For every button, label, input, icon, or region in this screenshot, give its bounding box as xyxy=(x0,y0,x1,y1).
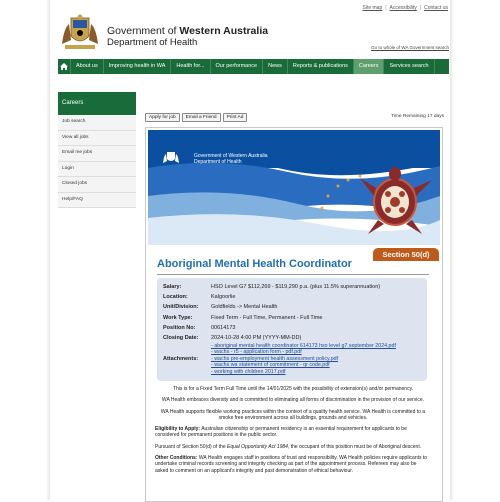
print-ad-button[interactable]: Print Ad xyxy=(223,113,248,122)
wa-gov-search-link[interactable]: Go to whole of WA Government search xyxy=(371,45,449,50)
nav-reports[interactable]: Reports & publications xyxy=(288,59,354,74)
top-links: Site map | Accessibility | Contact us xyxy=(362,5,448,11)
job-card xyxy=(145,127,443,502)
nav-improving-health[interactable]: Improving health in WA xyxy=(104,59,172,74)
sidebar-title: Careers xyxy=(58,92,136,115)
accessibility-link[interactable]: Accessibility xyxy=(389,5,417,11)
attachment-link[interactable]: - wachs pre-employment health assessment policy.pdf xyxy=(211,355,339,362)
apply-button[interactable]: Apply for job xyxy=(145,113,180,122)
attachment-link[interactable]: - wachs wa statement of commitment - qr code.pdf xyxy=(211,362,330,369)
section-badge: Section 50(d) xyxy=(373,248,439,261)
banner-artwork xyxy=(148,156,440,245)
sidebar-item-login[interactable]: Login xyxy=(58,162,136,178)
desc-section-50d: Pursuant of Section 50(d) of the Equal Opportunity Act 1984, the occupant of this position must be of Aboriginal descent. xyxy=(155,443,422,450)
sidebar-menu xyxy=(58,115,136,208)
sidebar-item-view-all-jobs[interactable]: View all jobs xyxy=(58,131,136,147)
nav-careers[interactable]: Careers xyxy=(354,59,385,74)
attachment-link[interactable]: - wachs - r5 - application form - pdf.pdf xyxy=(211,349,302,356)
nav-about-us[interactable]: About us xyxy=(71,59,104,74)
attachment-link[interactable]: - working with children 2017.pdf xyxy=(211,368,286,375)
nav-health-for[interactable]: Health for... xyxy=(171,59,210,74)
contact-us-link[interactable]: Contact us xyxy=(424,5,448,11)
job-description xyxy=(155,386,431,479)
nav-our-performance[interactable]: Our performance xyxy=(211,59,264,74)
time-remaining: Time Remaining 17 days xyxy=(391,114,444,119)
sidebar-item-closed-jobs[interactable]: Closed jobs xyxy=(58,177,136,193)
gov-title: Government of Western Australia xyxy=(107,25,269,37)
page-shadow-right xyxy=(450,0,454,500)
site-map-link[interactable]: Site map xyxy=(362,5,383,11)
sidebar-item-help-faq[interactable]: Help/FAQ xyxy=(58,193,136,209)
sidebar-item-job-search[interactable]: Job search xyxy=(58,115,136,131)
attachment-link[interactable]: - aboriginal mental health coordinator 614173 hso level g7 september 2024.pdf xyxy=(211,343,396,349)
job-title: Aboriginal Mental Health Coordinator xyxy=(157,258,352,270)
nav-home[interactable] xyxy=(58,59,71,74)
title-divider xyxy=(157,274,429,275)
desc-term: This is for a Fixed Term Full Time until the 14/01/2025 with the possibility of extension(s) and/or permanency. xyxy=(172,386,414,392)
job-banner xyxy=(148,130,440,245)
job-actions xyxy=(145,113,247,122)
sidebar-item-email-me-jobs[interactable]: Email me jobs xyxy=(58,146,136,162)
email-friend-button[interactable]: Email a Friend xyxy=(182,113,221,122)
desc-diversity: WA Health embraces diversity and is committed to eliminating all forms of discrimination in the provision of our service. xyxy=(161,397,425,404)
desc-eligibility: Eligibility to Apply: Australian citizenship or permanent residency is an essential requirement for applicants to be considered for permanent positions in the public sector. xyxy=(155,426,407,439)
home-icon xyxy=(60,63,68,70)
nav-services-search[interactable]: Services search xyxy=(384,59,434,74)
banner-dept-title: Department of Health xyxy=(194,159,242,165)
job-details-box: Salary: HSO Level G7 $112,269 - $119,290 p.a. (plus 11.5% superannuation) Location: Kalgoorlie Unit/Division: Goldfields -> Mental Health Work Type: Fixed Term - Full Time, Permanent - Full Time Position No: 00614173 Closing Date: 2024-10-28 4:00 PM (YYYY-MM-DD) Attachments: - aboriginal mental health coordinator 614173 hso level g7 september 2024.pdf - wachs - r5 - application form - pdf.pdf - wachs pre-employment health assessment policy.pdf - wachs wa statement of commitment - qr code.pdf - working with children 2017.pdf xyxy=(157,278,427,381)
banner-gov-title: Government of Western Australia xyxy=(194,153,268,159)
nav-news[interactable]: News xyxy=(263,59,288,74)
wa-crest-logo[interactable] xyxy=(59,14,101,54)
main-nav xyxy=(58,59,449,74)
desc-flexible: WA Health supports flexible working practices within the context of a quality health service. WA Health is committed to a smoke free environment across all buildings, grounds and vehicles. xyxy=(160,408,426,421)
dept-title: Department of Health xyxy=(107,37,198,48)
banner-crest-icon xyxy=(162,151,180,165)
desc-other-conditions: Other Conditions: WA Health engages staff in positions of trust and responsibility. WA Health policies require applicants to undertake criminal records screening and integrity checking as part of the appointment process. Referees may also be asked to comment on an applicant's integrity and past demonstration of ethical behaviour. xyxy=(155,455,428,474)
